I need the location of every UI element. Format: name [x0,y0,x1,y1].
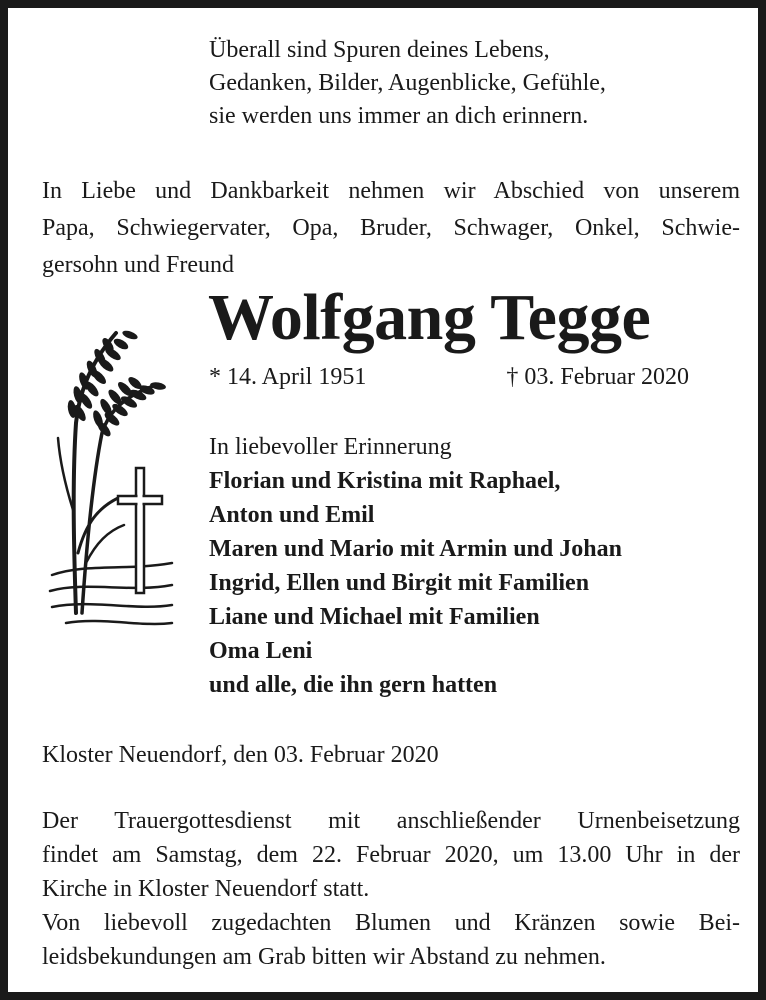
mourner-line: Anton und Emil [209,502,375,528]
poem [209,34,606,133]
mourner-line: Maren und Mario mit Armin und Johan [209,536,622,562]
death-date: † 03. Februar 2020 [506,364,689,390]
poem-line: sie werden uns immer an dich erinnern. [209,103,589,129]
deceased-name: Wolfgang Tegge [208,281,651,354]
service-line: Kirche in Kloster Neuendorf statt. [42,876,370,902]
wheat-and-cross-icon [46,313,176,633]
mourner-line: und alle, die ihn gern hatten [209,672,498,698]
intro-text [42,173,740,284]
service-line: Der Trauergottesdienst mit anschließender Urnenbeisetzung [42,808,740,834]
service-line: Von liebevoll zugedachten Blumen und Kränzen sowie Bei- [42,910,740,936]
remembrance-lead: In liebevoller Erinnerung [209,434,452,460]
remembrance-block [209,430,622,702]
service-line: findet am Samstag, dem 22. Februar 2020, um 13.00 Uhr in der [42,842,740,868]
poem-line: Gedanken, Bilder, Augenblicke, Gefühle, [209,70,606,96]
mourner-line: Ingrid, Ellen und Birgit mit Familien [209,570,590,596]
service-line: leidsbekundungen am Grab bitten wir Abstand zu nehmen. [42,944,606,970]
place-and-date: Kloster Neuendorf, den 03. Februar 2020 [42,742,439,768]
mourner-line: Oma Leni [209,638,313,664]
intro-line: Papa, Schwiegervater, Opa, Bruder, Schwager, Onkel, Schwie- [42,215,740,241]
intro-line: gersohn und Freund [42,252,234,278]
mourner-line: Florian und Kristina mit Raphael, [209,468,561,494]
service-info [42,804,740,974]
mourner-line: Liane und Michael mit Familien [209,604,540,630]
intro-line: In Liebe und Dankbarkeit nehmen wir Abschied von unserem [42,178,740,204]
poem-line: Überall sind Spuren deines Lebens, [209,37,550,63]
birth-date: * 14. April 1951 [209,364,367,390]
